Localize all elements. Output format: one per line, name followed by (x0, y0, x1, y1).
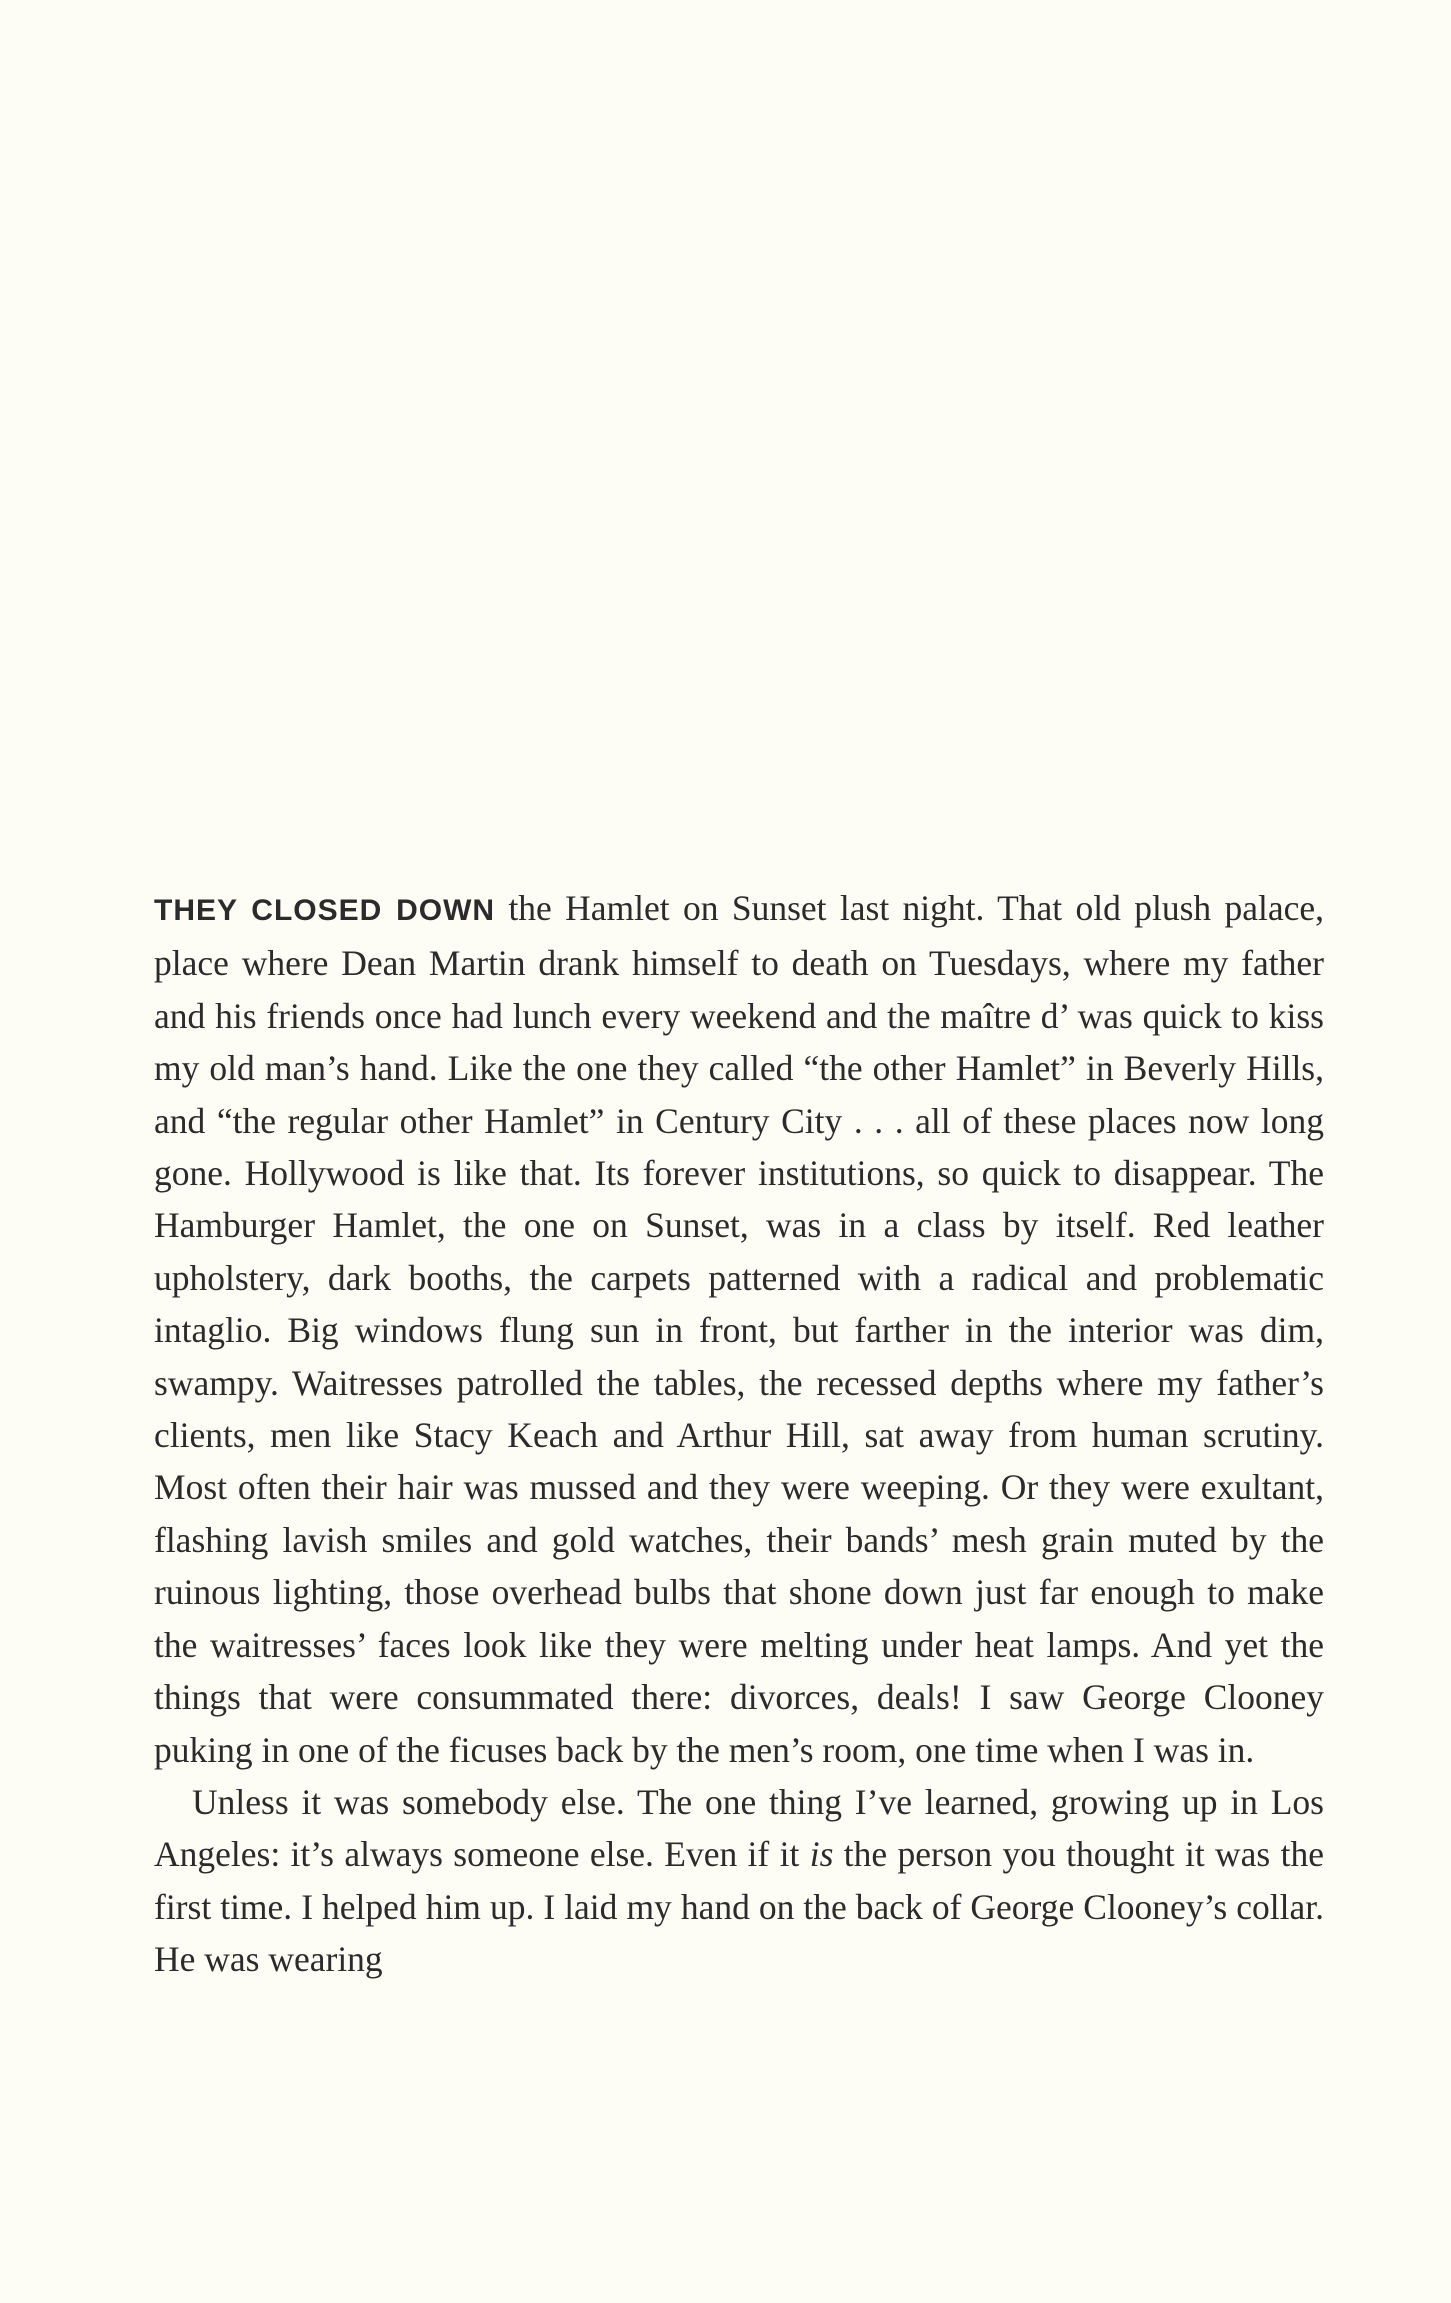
paragraph-1-text: the Hamlet on Sunset last night. That old plush palace, place where Dean Martin drank himself to death on Tuesdays, where my father and his friends once had lunch every weekend and the maître d’ was quick to kiss my old man’s hand. Like the one they called “the other Hamlet” in Beverly Hills, and “the regular other Hamlet” in Century City . . . all of these places now long gone. Hollywood is like that. Its forever institutions, so quick to disappear. The Hamburger Hamlet, the one on Sunset, was in a class by itself. Red leather upholstery, dark booths, the carpets patterned with a radical and problematic intaglio. Big windows flung sun in front, but farther in the interior was dim, swampy. Waitresses patrolled the tables, the recessed depths where my father’s clients, men like Stacy Keach and Arthur Hill, sat away from human scrutiny. Most often their hair was mussed and they were weeping. Or they were exultant, flashing lavish smiles and gold watches, their bands’ mesh grain muted by the ruinous lighting, those overhead bulbs that shone down just far enough to make the waitresses’ faces look like they were melting under heat lamps. And yet the things that were consummated there: divorces, deals! I saw George Clooney puking in one of the ficuses back by the men’s room, one time when I was in. (154, 888, 1325, 1770)
paragraph-2 (154, 1776, 1324, 1986)
paragraph-2-text-start: Unless it was somebody else. The one thing I’ve learned, growing up in Los Angeles: it’s always someone else. Even if it (154, 1781, 1324, 1875)
paragraph-2-emphasis: is (809, 1834, 834, 1875)
chapter-lead-in: THEY CLOSED DOWN (154, 894, 496, 927)
paragraph-1 (154, 882, 1324, 1776)
body-text (154, 882, 1324, 1986)
paragraph-2-text-end: the person you thought it was the first time. I helped him up. I laid my hand on the back of George Clooney’s collar. He was wearing (154, 1834, 1324, 1980)
